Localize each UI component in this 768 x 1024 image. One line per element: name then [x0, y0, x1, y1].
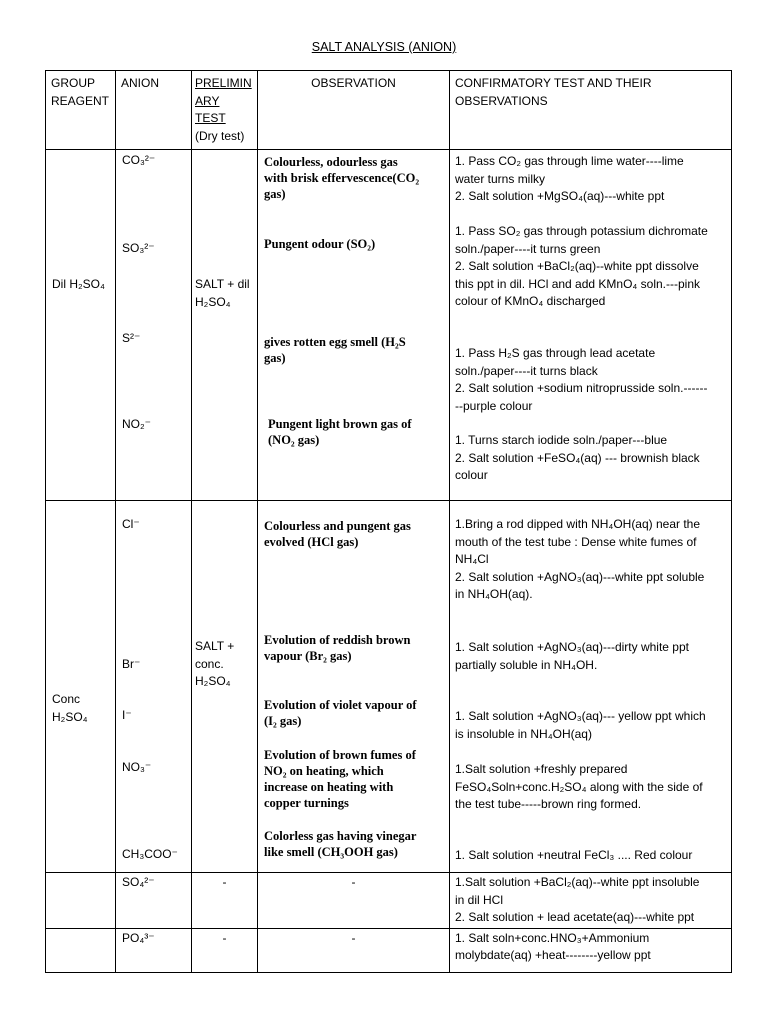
- so4-observation: -: [258, 873, 450, 929]
- observation-s: gives rotten egg smell (H₂S gas): [264, 335, 406, 365]
- dil-group-observations: [258, 150, 450, 501]
- so4-row: [46, 873, 732, 929]
- so4-group-reagent: [46, 873, 116, 929]
- page-title: SALT ANALYSIS (ANION): [311, 40, 457, 54]
- observation-co3: Colourless, odourless gas with brisk effervescence(CO₂ gas): [264, 155, 420, 201]
- anion-ch3coo: CH₃COO⁻: [122, 847, 178, 861]
- dil-group-anions: [116, 150, 192, 501]
- confirm-i: 1. Salt solution +AgNO₃(aq)--- yellow ppt which is insoluble in NH₄OH(aq): [455, 709, 706, 741]
- anion-co3: CO₃²⁻: [122, 153, 156, 167]
- conc-h2so4-group-row: [46, 501, 732, 873]
- po4-group-reagent: [46, 928, 116, 972]
- confirm-no3: 1.Salt solution +freshly prepared FeSO₄Soln+conc.H₂SO₄ along with the side of the test tube-----brown ring formed.: [455, 762, 703, 811]
- observation-no3: Evolution of brown fumes of NO₂ on heating, which increase on heating with copper turnings: [264, 748, 416, 810]
- observation-no2: Pungent light brown gas of (NO₂ gas): [268, 417, 412, 447]
- anion-cl: Cl⁻: [122, 517, 140, 531]
- observation-br: Evolution of reddish brown vapour (Br₂ gas): [264, 633, 411, 663]
- anion-so3: SO₃²⁻: [122, 241, 155, 255]
- confirm-br: 1. Salt solution +AgNO₃(aq)---dirty white ppt partially soluble in NH₄OH.: [455, 640, 689, 672]
- conc-group-reagent: Conc H₂SO₄: [46, 501, 116, 873]
- confirm-s: 1. Pass H₂S gas through lead acetate soln./paper----it turns black 2. Salt solution +sodium nitroprusside soln.------ --purple colour: [455, 346, 708, 413]
- confirm-no2: 1. Turns starch iodide soln./paper---blue 2. Salt solution +FeSO₄(aq) --- brownish black colour: [455, 433, 700, 482]
- anion-no2: NO₂⁻: [122, 417, 151, 431]
- dil-group-confirmatory: [450, 150, 732, 501]
- confirm-cl: 1.Bring a rod dipped with NH₄OH(aq) near the mouth of the test tube : Dense white fumes of NH₄Cl 2. Salt solution +AgNO₃(aq)---white ppt soluble in NH₄OH(aq).: [455, 517, 705, 601]
- po4-row: [46, 928, 732, 972]
- anion-po4: PO₄³⁻: [116, 928, 192, 972]
- conc-group-anions: [116, 501, 192, 873]
- header-anion: ANION: [116, 71, 192, 150]
- header-row: [46, 71, 732, 150]
- confirm-so3: 1. Pass SO₂ gas through potassium dichromate soln./paper----it turns green 2. Salt solution +BaCl₂(aq)--white ppt dissolve this ppt in dil. HCl and add KMnO₄ soln.---pink colour of KMnO₄ discharged: [455, 224, 708, 308]
- anion-s: S²⁻: [122, 331, 141, 345]
- header-confirmatory-test: CONFIRMATORY TEST AND THEIR OBSERVATIONS: [450, 71, 732, 150]
- anion-so4: SO₄²⁻: [116, 873, 192, 929]
- observation-ch3coo: Colorless gas having vinegar like smell (CH₃OOH gas): [264, 829, 417, 859]
- dil-group-reagent: Dil H₂SO₄: [46, 150, 116, 501]
- confirm-ch3coo: 1. Salt solution +neutral FeCl₃ .... Red colour: [455, 848, 693, 862]
- conc-group-prelim: SALT + conc. H₂SO₄: [192, 501, 258, 873]
- anion-i: I⁻: [122, 708, 132, 722]
- conc-group-confirmatory: [450, 501, 732, 873]
- po4-observation: -: [258, 928, 450, 972]
- observation-i: Evolution of violet vapour of (I₂ gas): [264, 698, 417, 728]
- observation-cl: Colourless and pungent gas evolved (HCl gas): [264, 519, 411, 549]
- header-observation: OBSERVATION: [258, 71, 450, 150]
- confirm-co3: 1. Pass CO₂ gas through lime water----lime water turns milky 2. Salt solution +MgSO₄(aq)---white ppt: [455, 154, 684, 203]
- header-preliminary-test: PRELIMIN ARY TEST (Dry test): [192, 71, 258, 150]
- po4-prelim: -: [192, 928, 258, 972]
- observation-so3: Pungent odour (SO₂): [264, 237, 376, 251]
- dil-h2so4-group-row: [46, 150, 732, 501]
- anion-analysis-table: [45, 70, 732, 973]
- header-group-reagent: GROUP REAGENT: [46, 71, 116, 150]
- so4-prelim: -: [192, 873, 258, 929]
- dil-group-prelim: SALT + dil H₂SO₄: [192, 150, 258, 501]
- anion-br: Br⁻: [122, 657, 141, 671]
- anion-no3: NO₃⁻: [122, 760, 152, 774]
- confirm-so4: 1.Salt solution +BaCl₂(aq)--white ppt insoluble in dil HCl 2. Salt solution + lead acetate(aq)---white ppt: [450, 873, 732, 929]
- conc-group-observations: [258, 501, 450, 873]
- confirm-po4: 1. Salt soln+conc.HNO₃+Ammonium molybdate(aq) +heat--------yellow ppt: [450, 928, 732, 972]
